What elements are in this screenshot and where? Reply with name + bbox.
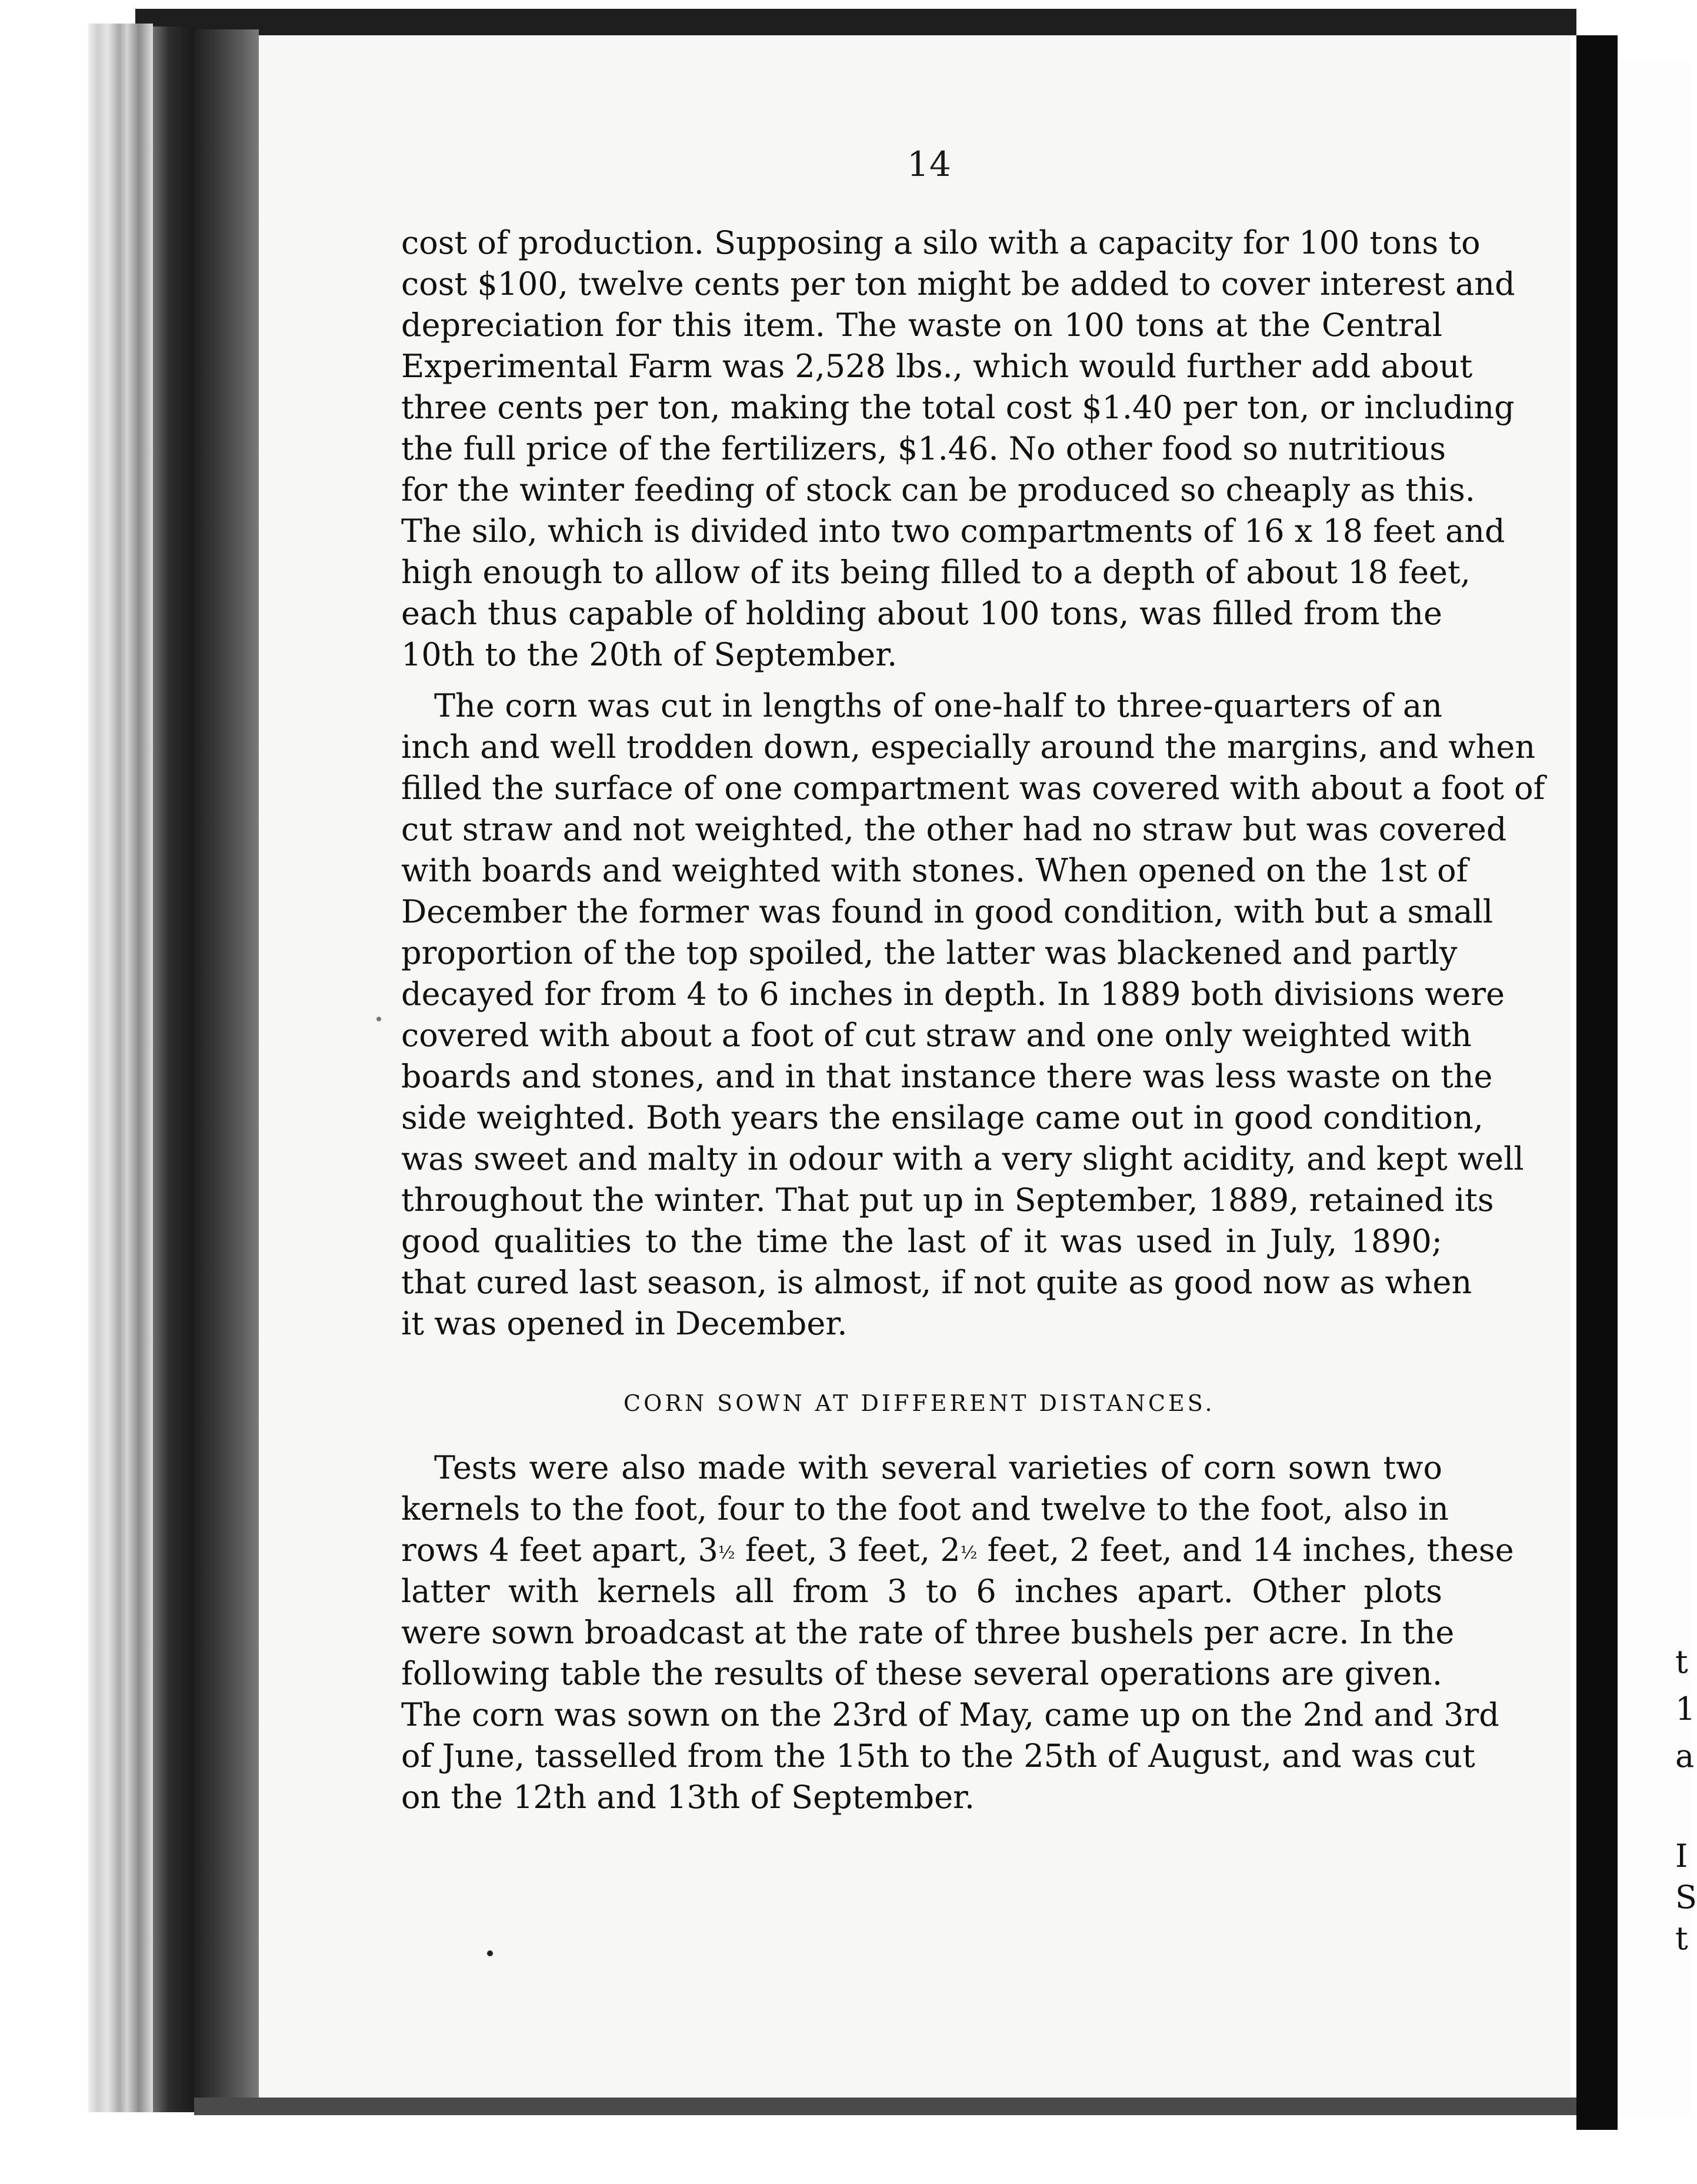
- text-line: filled the surface of one compartment was covered with about a foot of: [401, 770, 1545, 807]
- fraction-half: ½: [960, 1542, 978, 1563]
- text-line: decayed for from 4 to 6 inches in depth. In 1889 both divisions were: [401, 976, 1505, 1013]
- next-page-letter: t: [1675, 1643, 1688, 1680]
- text-line: that cured last season, is almost, if not quite as good now as when: [401, 1264, 1472, 1301]
- text-line: each thus capable of holding about 100 tons, was filled from the: [401, 595, 1442, 632]
- text-line: cost $100, twelve cents per ton might be added to cover interest and: [401, 265, 1515, 302]
- scan-top-edge: [135, 9, 1576, 35]
- text-line: cut straw and not weighted, the other had no straw but was covered: [401, 811, 1507, 848]
- scan-speck: [376, 1017, 381, 1021]
- text-line: boards and stones, and in that instance there was less waste on the: [401, 1058, 1493, 1095]
- next-page-letter: a: [1675, 1737, 1695, 1774]
- text-line: latter with kernels all from 3 to 6 inches apart. Other plots: [401, 1573, 1442, 1610]
- right-gutter-shadow: [1576, 35, 1618, 2130]
- text-line: Experimental Farm was 2,528 lbs., which would further add about: [401, 348, 1473, 385]
- text-line: cost of production. Supposing a silo with a capacity for 100 tons to: [401, 224, 1481, 261]
- text-line: Tests were also made with several varieties of corn sown two: [434, 1449, 1442, 1486]
- text-line: The silo, which is divided into two compartments of 16 x 18 feet and: [401, 512, 1505, 550]
- text-line: high enough to allow of its being filled to a depth of about 18 feet,: [401, 554, 1471, 591]
- text-line: on the 12th and 13th of September.: [401, 1779, 975, 1816]
- next-page-edge: [1618, 59, 1689, 2118]
- text-line: the full price of the fertilizers, $1.46. No other food so nutritious: [401, 430, 1446, 467]
- text-line: The corn was sown on the 23rd of May, came up on the 2nd and 3rd: [401, 1696, 1499, 1733]
- text-line: for the winter feeding of stock can be produced so cheaply as this.: [401, 471, 1475, 508]
- text-segment: feet, 3 feet, 2: [735, 1532, 961, 1569]
- page-number: 14: [907, 144, 952, 184]
- book-spine-edge: [88, 24, 153, 2112]
- text-line: good qualities to the time the last of it was used in July, 1890;: [401, 1223, 1442, 1260]
- text-line: was sweet and malty in odour with a very slight acidity, and kept well: [401, 1140, 1524, 1177]
- fraction-half: ½: [718, 1542, 735, 1563]
- text-line: side weighted. Both years the ensilage came out in good condition,: [401, 1099, 1483, 1136]
- page-gutter-inner: [194, 29, 259, 2112]
- next-page-letter: t: [1675, 1920, 1688, 1957]
- section-heading: CORN SOWN AT DIFFERENT DISTANCES.: [624, 1390, 1215, 1416]
- text-segment: feet, 2 feet, and 14 inches, these: [977, 1532, 1514, 1569]
- text-line: December the former was found in good condition, with but a small: [401, 893, 1493, 930]
- text-line: depreciation for this item. The waste on 100 tons at the Central: [401, 307, 1442, 344]
- text-line: covered with about a foot of cut straw and one only weighted with: [401, 1017, 1472, 1054]
- next-page-letter: I: [1675, 1837, 1688, 1875]
- next-page-letter: 1: [1675, 1690, 1696, 1727]
- text-line: with boards and weighted with stones. When opened on the 1st of: [401, 852, 1468, 889]
- scan-speck: [487, 1950, 493, 1956]
- text-line: The corn was cut in lengths of one-half to three-quarters of an: [434, 687, 1442, 724]
- text-line: three cents per ton, making the total cost $1.40 per ton, or including: [401, 389, 1515, 426]
- next-page-letter: S: [1675, 1879, 1697, 1916]
- text-line: throughout the winter. That put up in September, 1889, retained its: [401, 1181, 1494, 1218]
- text-line: were sown broadcast at the rate of three bushels per acre. In the: [401, 1614, 1455, 1651]
- text-line: inch and well trodden down, especially around the margins, and when: [401, 728, 1536, 765]
- text-line: proportion of the top spoiled, the latter was blackened and partly: [401, 934, 1458, 971]
- text-segment: rows 4 feet apart, 3: [401, 1532, 718, 1569]
- page-gutter-shadow: [153, 26, 194, 2112]
- text-line: 10th to the 20th of September.: [401, 636, 898, 673]
- text-line: of June, tasselled from the 15th to the 25th of August, and was cut: [401, 1737, 1475, 1774]
- text-line: kernels to the foot, four to the foot and twelve to the foot, also in: [401, 1490, 1449, 1527]
- scan-bottom-edge: [194, 2098, 1576, 2115]
- text-line: [401, 1530, 1514, 1571]
- text-line: following table the results of these several operations are given.: [401, 1655, 1442, 1692]
- text-line: it was opened in December.: [401, 1305, 848, 1342]
